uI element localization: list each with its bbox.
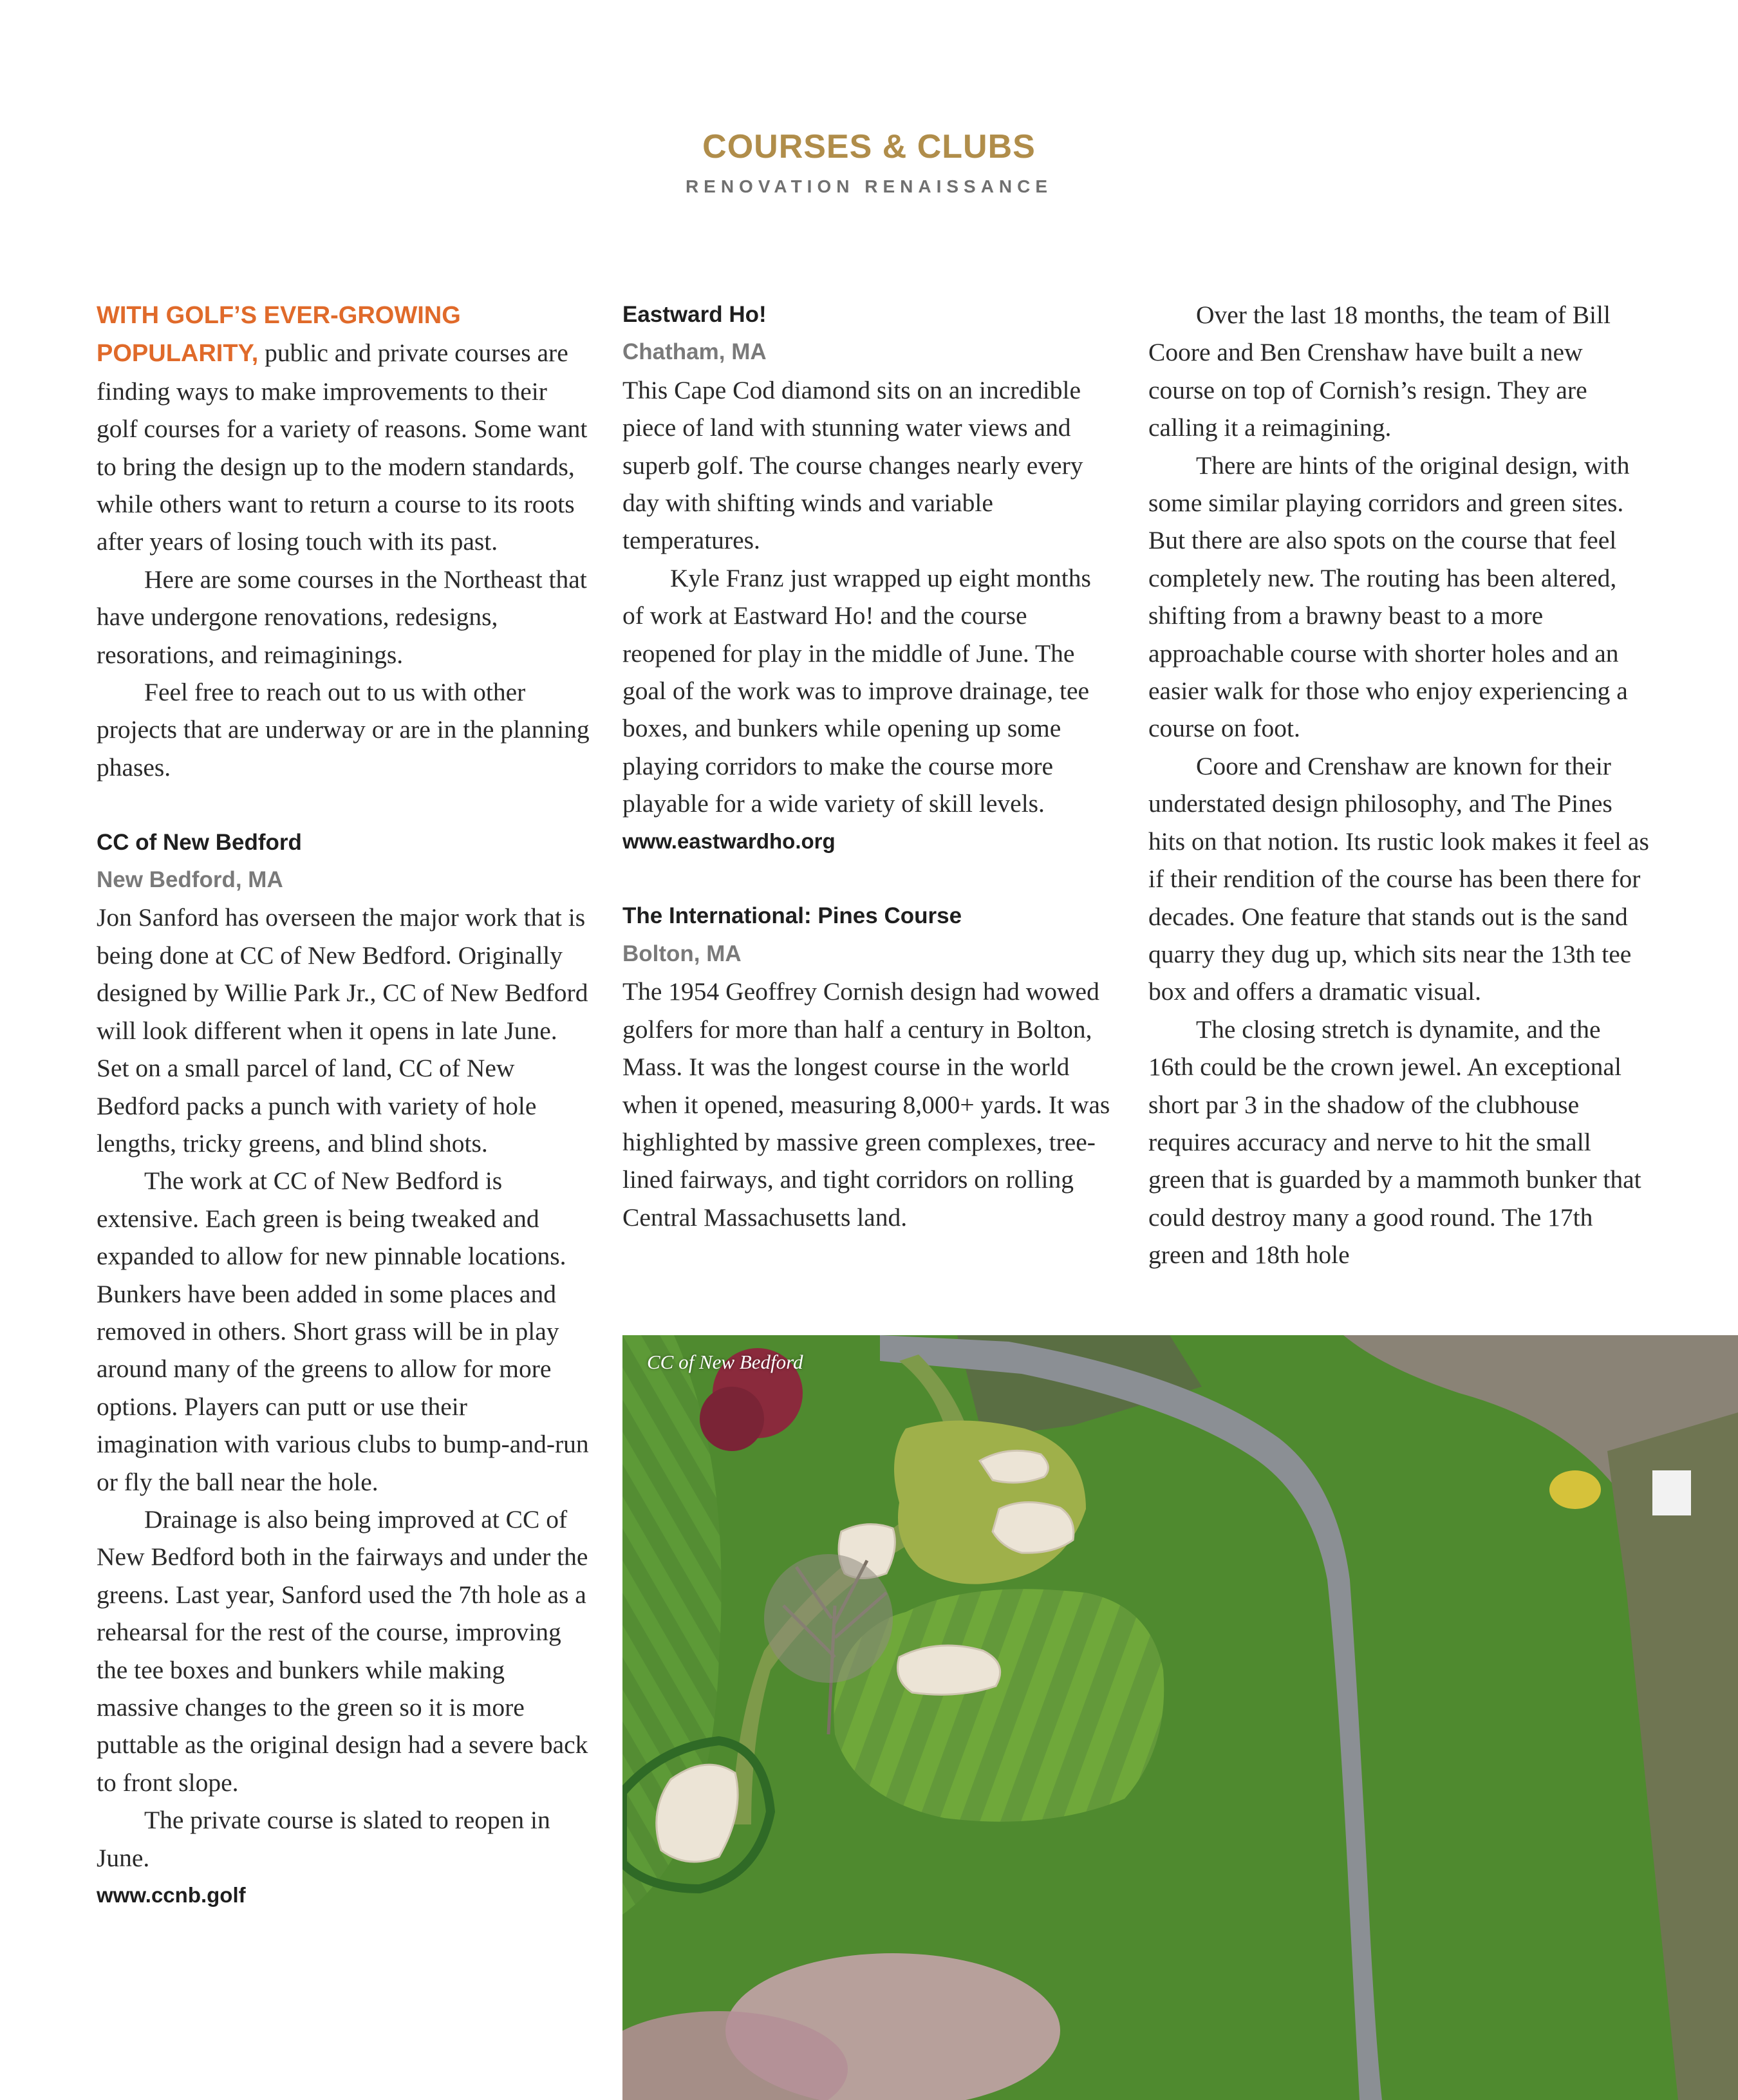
article-column-3	[1148, 296, 1650, 1274]
course-website-link[interactable]: www.eastwardho.org	[622, 829, 836, 853]
red-maple-tree	[700, 1387, 764, 1451]
body-paragraph: The private course is slated to reopen in June.	[97, 1806, 550, 1872]
body-paragraph: The closing stretch is dynamite, and the 16th could be the crown jewel. An exceptional short par 3 in the shadow of the clubhouse requires accuracy and nerve to hit the small green that is guarded by a mammoth bunker that could destroy many a good round. The 17th green and 18th hole	[1148, 1015, 1641, 1270]
sand-bunker	[980, 1450, 1048, 1483]
course-name: The International: Pines Course	[622, 903, 962, 929]
body-paragraph: Feel free to reach out to us with other projects that are underway or are in the planning phases.	[97, 678, 590, 782]
body-paragraph: The work at CC of New Bedford is extensive. Each green is being tweaked and expanded to allow for new pinnable locations. Bunkers have been added in some places and removed in others. Short grass will be in play around many of the greens to allow for more options. Players can putt or use their imagination with various clubs to bump-and-run or fly the ball near the hole.	[97, 1167, 589, 1496]
sand-bunker	[993, 1502, 1074, 1553]
photo-caption: CC of New Bedford	[647, 1351, 803, 1373]
body-paragraph: Over the last 18 months, the team of Bill Coore and Ben Crenshaw have built a new course on top of Cornish’s resign. They are calling it a reimagining.	[1148, 301, 1611, 442]
lead-in-continued: POPULARITY,	[97, 340, 259, 368]
article-column-1	[97, 296, 592, 1914]
body-paragraph: Kyle Franz just wrapped up eight months of work at Eastward Ho! and the course reopened for play in the middle of June. The goal of the work was to improve drainage, tee boxes, and bunkers while opening up some playing corridors to make the course more playable for a wide variety of skill levels.	[622, 563, 1091, 818]
page-header	[0, 126, 1738, 197]
body-paragraph: Jon Sanford has overseen the major work that is being done at CC of New Bedford. Originally designed by Willie Park Jr., CC of New Bedford will look different when it opens in late June. Set on a small parcel of land, CC of New Bedford packs a punch with variety of hole lengths, tricky greens, and blind shots.	[97, 903, 588, 1158]
section-subtitle: RENOVATION RENAISSANCE	[685, 176, 1053, 196]
body-paragraph: This Cape Cod diamond sits on an incredible piece of land with stunning water views and superb golf. The course changes nearly every day with shifting winds and variable temperatures.	[622, 375, 1083, 555]
course-website-link[interactable]: www.ccnb.golf	[97, 1883, 246, 1908]
lead-in: WITH GOLF’S EVER-GROWING	[97, 302, 461, 329]
body-paragraph: There are hints of the original design, with some similar playing corridors and green sites. But there are also spots on the course that feel completely new. The routing has been altered, shifting from a brawny beast to a more approachable course with shorter holes and an easier walk for those who enjoy experiencing a course on foot.	[1148, 451, 1630, 743]
body-paragraph: The 1954 Geoffrey Cornish design had wowed golfers for more than half a century in Bolton, Mass. It was the longest course in the world when it opened, measuring 8,000+ yards. It was highlighted by massive green complexes, tree-lined fairways, and tight corridors on rolling Central Massachusetts land.	[622, 977, 1110, 1232]
playhouse	[1652, 1470, 1691, 1515]
section-title: COURSES & CLUBS	[702, 128, 1036, 165]
intro-text: public and private courses are finding ways to make improvements to their golf courses for a variety of reasons. Some want to bring the design up to the modern standards, while others want to return a course to its roots after years of losing touch with its past.	[97, 339, 588, 556]
bare-tree-crown	[764, 1554, 893, 1683]
aerial-photo-illustration	[622, 1335, 1738, 2100]
article-column-2	[622, 296, 1118, 1236]
course-location: Chatham, MA	[622, 339, 767, 365]
yellow-shrub	[1549, 1470, 1601, 1509]
course-location: New Bedford, MA	[97, 867, 283, 893]
aerial-golf-photo	[622, 1335, 1738, 2100]
course-location: Bolton, MA	[622, 941, 742, 966]
body-paragraph: Coore and Crenshaw are known for their understated design philosophy, and The Pines hits on that notion. Its rustic look makes it feel as if their rendition of the course has been there for decades. One feature that stands out is the sand quarry they dug up, which sits near the 13th tee box and offers a dramatic visual.	[1148, 751, 1649, 1006]
course-name: CC of New Bedford	[97, 829, 302, 855]
intro-paragraph	[97, 296, 592, 561]
body-paragraph: Drainage is also being improved at CC of New Bedford both in the fairways and under the greens. Last year, Sanford used the 7th hole as a rehearsal for the rest of the course, improving the tee boxes and bunkers while making massive changes to the green so it is more puttable as the original design had a severe back to front slope.	[97, 1505, 588, 1797]
sand-bunker	[898, 1645, 1000, 1694]
body-paragraph: Here are some courses in the Northeast that have undergone renovations, redesigns, resorations, and reimaginings.	[97, 565, 587, 669]
course-name: Eastward Ho!	[622, 302, 767, 327]
